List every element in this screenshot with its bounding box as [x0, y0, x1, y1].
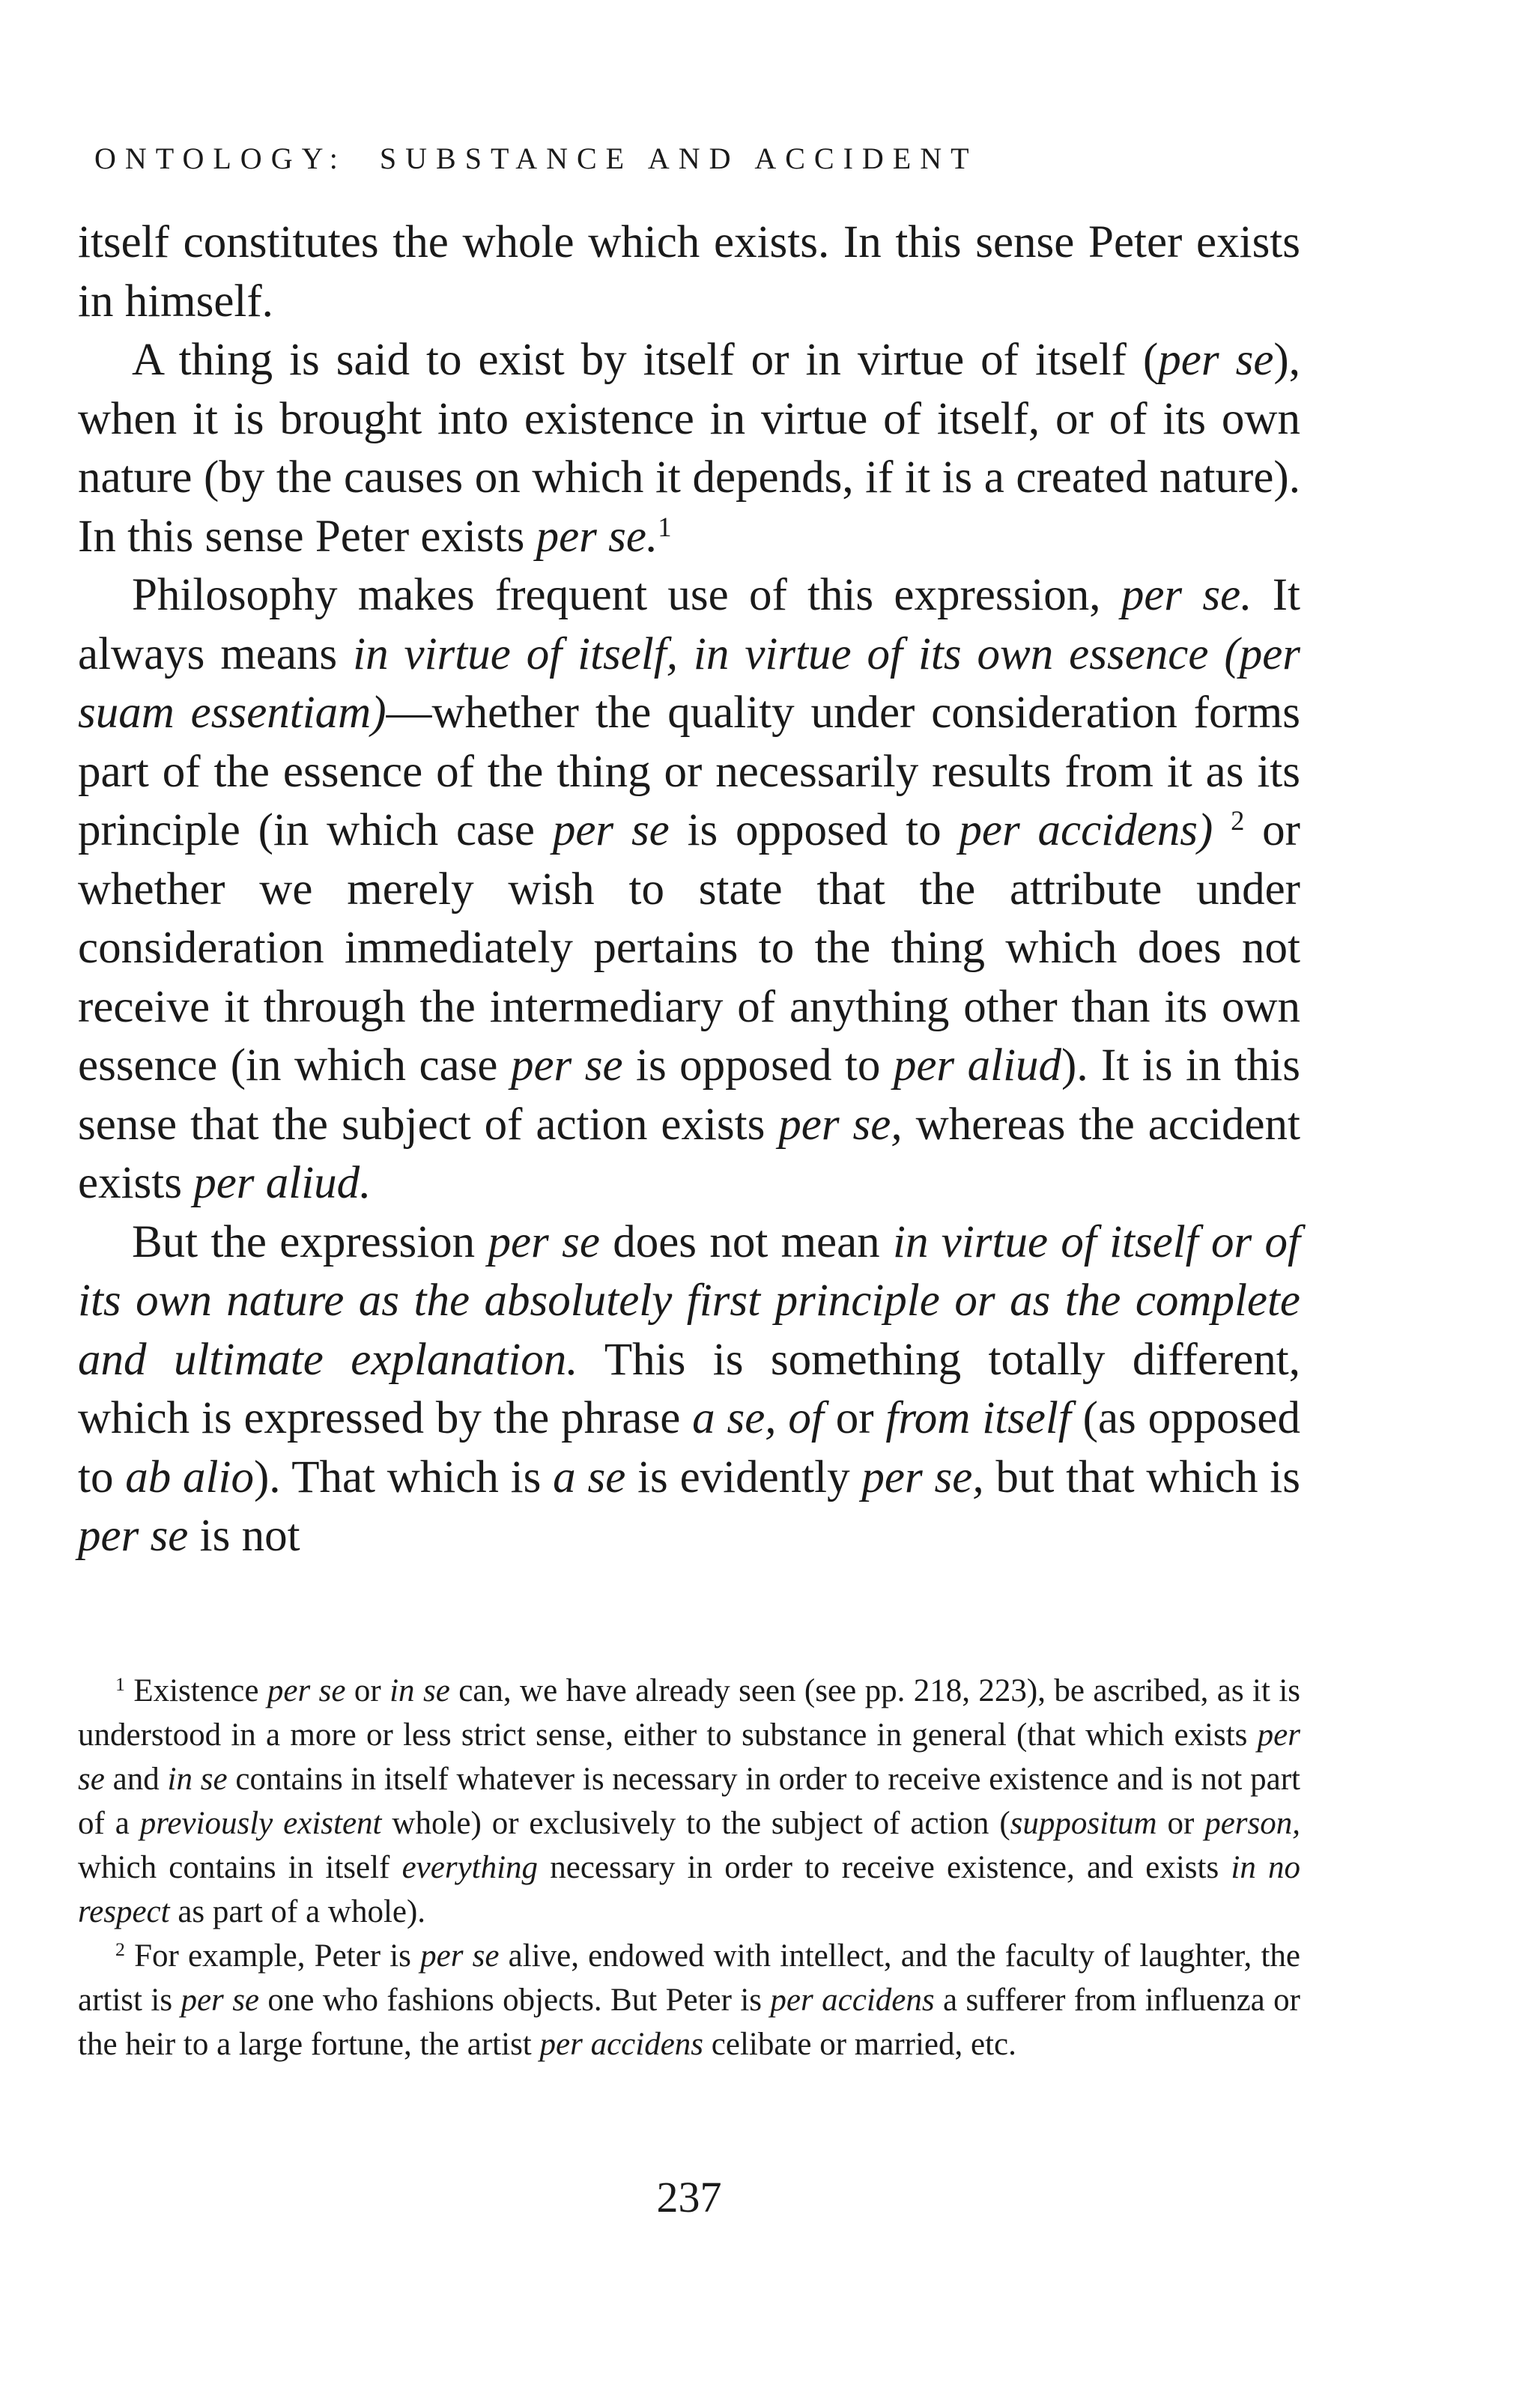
- italic-run: per se: [78, 1511, 189, 1561]
- text-run: —whether the quality under consideration forms part of the essence of the thing or necessarily results from it as its principle (in which case: [78, 688, 1300, 855]
- text-run: whereas the accident exists: [78, 1099, 1300, 1208]
- text-run: ). That which is: [253, 1452, 554, 1502]
- text-run: as part of a whole).: [169, 1894, 426, 1929]
- italic-run: from itself: [885, 1393, 1071, 1443]
- paragraph-1: itself constitutes the whole which exists. In this sense Peter exists in himself.: [78, 217, 1300, 327]
- text-run: Philosophy makes frequent use of this expression,: [132, 570, 1121, 620]
- footnote-ref-1[interactable]: 1: [658, 511, 672, 542]
- footnote-number: 2: [115, 1938, 125, 1960]
- italic-run: per se: [488, 1216, 600, 1267]
- text-run: or: [345, 1673, 390, 1708]
- text-run: A thing is said to exist by itself or in virtue of itself (: [132, 335, 1159, 385]
- paragraph-2: [78, 331, 1300, 566]
- italic-run: per se: [420, 1938, 500, 1974]
- text-run: which contains in itself: [78, 1850, 402, 1885]
- text-run: It always means: [78, 570, 1300, 679]
- text-run: contains in itself whatever is necessary in order to receive existence and is not part of a: [78, 1762, 1300, 1841]
- text-run: but that which is: [983, 1452, 1300, 1502]
- text-run: alive, endowed with intellect, and the faculty of laughter, the artist is: [78, 1938, 1300, 2018]
- italic-run: per se: [552, 805, 670, 855]
- text-run: Existence: [124, 1673, 267, 1708]
- italic-run: per accidens): [959, 805, 1213, 855]
- paragraph-4: [78, 1213, 1300, 1566]
- text-run: or: [823, 1393, 886, 1443]
- italic-run: in se: [389, 1673, 450, 1708]
- italic-run: per se: [78, 1717, 1300, 1797]
- text-run: necessary in order to receive existence, and exists: [538, 1850, 1231, 1885]
- text-run: a sufferer from influenza or the heir to a large fortune, the artist: [78, 1983, 1300, 2062]
- text-run: is opposed to: [669, 805, 959, 855]
- running-header-left: ONTOLOGY:: [94, 142, 347, 175]
- footnote-2: [78, 1934, 1300, 2066]
- italic-run: a se: [553, 1452, 626, 1502]
- text-run: or whether we merely wish to state that the attribute under consideration immediately pertains to the thing which does not receive it through the intermediary of anything other than its own essence (in which case: [78, 805, 1300, 1091]
- footnote-number: 1: [115, 1672, 125, 1695]
- italic-run: person,: [1204, 1806, 1300, 1841]
- paragraph-3: [78, 566, 1300, 1213]
- italic-run: everything: [401, 1850, 539, 1885]
- text-run: does not mean: [599, 1216, 893, 1267]
- italic-run: in no respect: [78, 1850, 1301, 1929]
- italic-run: per accidens: [770, 1983, 935, 2018]
- text-run: and: [104, 1762, 168, 1797]
- italic-run: per accidens: [539, 2027, 704, 2062]
- italic-run: per se: [181, 1983, 260, 2018]
- text-run: But the expression: [132, 1216, 488, 1267]
- italic-run: per se: [267, 1673, 346, 1708]
- running-header: [94, 141, 1300, 176]
- italic-run: per se,: [778, 1099, 903, 1150]
- text-run: is evidently: [625, 1452, 862, 1502]
- footnote-1: [78, 1669, 1300, 1934]
- text-run: celibate or married, etc.: [703, 2027, 1016, 2062]
- text-run: one who fashions objects. But Peter is: [259, 1983, 771, 2018]
- italic-run: suppositum: [1010, 1806, 1157, 1841]
- italic-run: per aliud: [893, 1040, 1062, 1091]
- italic-run: per se.: [1121, 570, 1252, 620]
- main-text: [78, 213, 1300, 1566]
- italic-run: per se: [510, 1040, 623, 1091]
- italic-run: per se.: [536, 511, 658, 562]
- italic-run: previously existent: [139, 1806, 382, 1841]
- italic-run: in virtue of itself or of its own nature as the absolutely first principle or as the complete and ultimate explanation.: [78, 1216, 1300, 1385]
- text-run: is not: [188, 1511, 300, 1561]
- italic-run: per se: [1158, 335, 1274, 385]
- text-run: ), when it is brought into existence in virtue of itself, or of its own nature (by the causes on which it depends, if it is a created nature). In this sense Peter exists: [78, 335, 1300, 562]
- text-run: whole) or exclusively to the subject of action (: [381, 1806, 1010, 1841]
- italic-run: per aliud.: [193, 1158, 372, 1208]
- italic-run: per se,: [861, 1452, 984, 1502]
- text-run: For example, Peter is: [124, 1938, 421, 1974]
- page-number: 237: [656, 2173, 722, 2222]
- text-run: or: [1156, 1806, 1205, 1841]
- italic-run: a se, of: [692, 1393, 824, 1443]
- running-header-right: SUBSTANCE AND ACCIDENT: [379, 142, 978, 175]
- italic-run: ab alio: [125, 1452, 254, 1502]
- text-run: This is something totally different, which is expressed by the phrase: [78, 1334, 1300, 1443]
- text-run: is opposed to: [622, 1040, 894, 1091]
- text-run: can, we have already seen (see pp. 218, 223), be ascribed, as it is understood in a more or less strict sense, either to substance in general (that which exists: [78, 1673, 1301, 1753]
- footnotes: [78, 1669, 1300, 2066]
- text-run: (as opposed to: [78, 1393, 1300, 1502]
- footnote-ref-2[interactable]: 2: [1231, 804, 1245, 836]
- italic-run: in se: [167, 1762, 228, 1797]
- text-run: ). It is in this sense that the subject of action exists: [78, 1040, 1300, 1150]
- italic-run: in virtue of itself, in virtue of its own essence (per suam essentiam): [78, 628, 1301, 738]
